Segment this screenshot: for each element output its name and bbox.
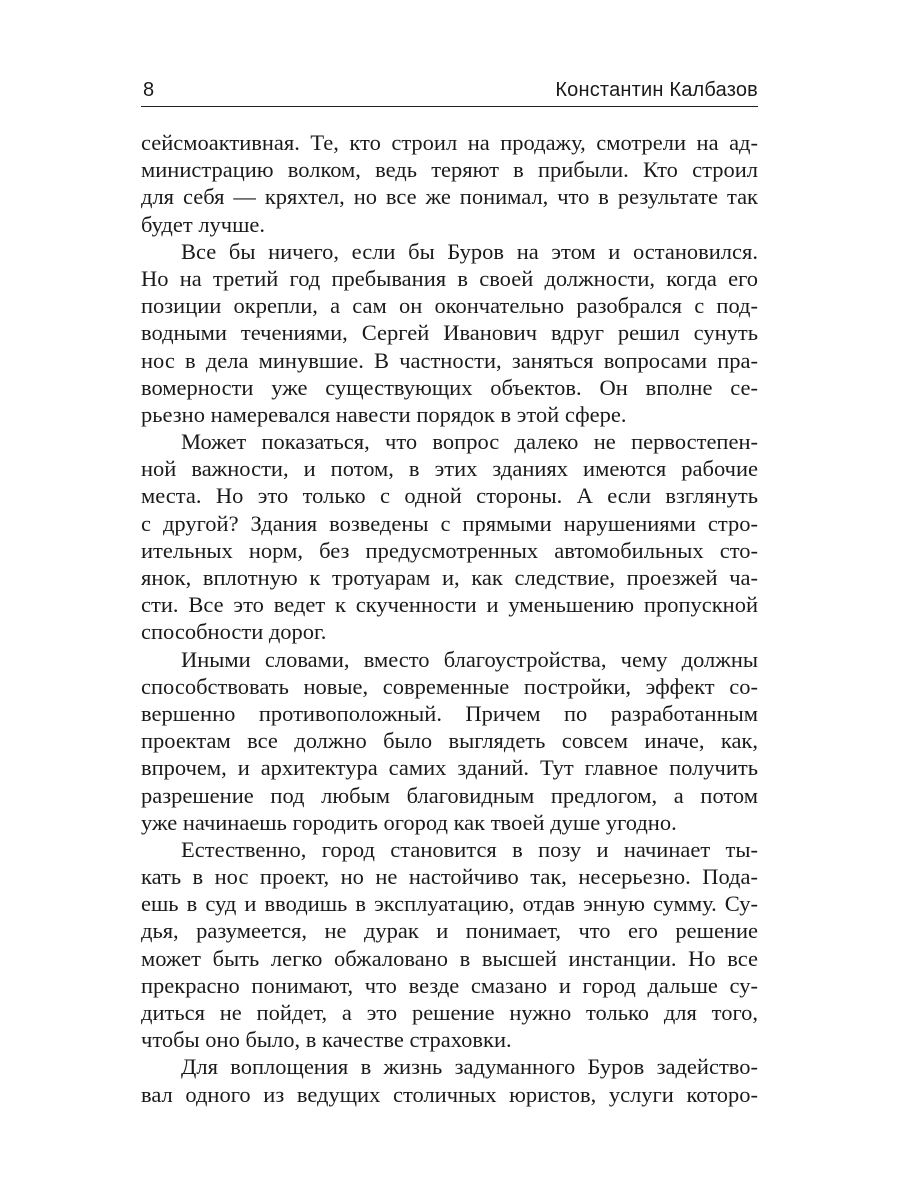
- text-line: способности дорог.: [141, 619, 327, 645]
- text-line: дья, разумеется, не дурак и понимает, что его решение: [141, 918, 758, 944]
- text-line: будет лучше.: [141, 211, 266, 237]
- text-line: места. Но это только с одной стороны. А если взглянуть: [141, 483, 758, 509]
- paragraph: [141, 836, 758, 1054]
- text-line: проектам все должно было выглядеть совсем иначе, как,: [141, 728, 758, 754]
- text-line: Но на третий год пребывания в своей должности, когда его: [141, 265, 758, 291]
- text-line: диться не пойдет, а это решение нужно только для того,: [141, 1000, 758, 1025]
- text-line: вершенно противоположный. Причем по разработанным: [141, 700, 758, 726]
- text-line: способствовать новые, современные постройки, эффект со-: [141, 673, 758, 699]
- paragraph: [141, 428, 758, 646]
- page-number: 8: [143, 79, 155, 101]
- text-line: ной важности, и потом, в этих зданиях имеются рабочие: [141, 456, 758, 482]
- text-line: Иными словами, вместо благоустройства, чему должны: [181, 646, 758, 672]
- text-line: вомерности уже существующих объектов. Он вполне се-: [141, 374, 758, 400]
- paragraph: [141, 1053, 758, 1107]
- text-line: Для воплощения в жизнь задуманного Буров задейство-: [181, 1054, 758, 1080]
- text-line: чтобы оно было, в качестве страховки.: [141, 1027, 512, 1053]
- running-header: [141, 74, 758, 107]
- paragraph: [141, 129, 758, 238]
- text-line: водными течениями, Сергей Иванович вдруг решил сунуть: [141, 320, 758, 346]
- text-line: Естественно, город становится в позу и начинает ты-: [181, 836, 758, 862]
- text-line: прекрасно понимают, что везде смазано и город дальше су-: [141, 972, 758, 998]
- text-line: министрацию волком, ведь теряют в прибыли. Кто строил: [141, 157, 758, 183]
- text-line: разрешение под любым благовидным предлогом, а потом: [141, 782, 758, 808]
- text-line: для себя — кряхтел, но все же понимал, что в результате так: [141, 184, 758, 210]
- text-line: ешь в суд и вводишь в эксплуатацию, отдав энную сумму. Су-: [141, 891, 758, 917]
- text-line: уже начинаешь городить огород как твоей душе угодно.: [141, 809, 677, 835]
- text-line: янок, вплотную к тротуарам и, как следствие, проезжей ча-: [141, 565, 758, 590]
- text-line: впрочем, и архитектура самих зданий. Тут главное получить: [141, 755, 758, 781]
- text-line: позиции окрепли, а сам он окончательно разобрался с под-: [141, 293, 758, 319]
- text-line: нос в дела минувшие. В частности, заняться вопросами пра-: [141, 347, 758, 373]
- text-line: ительных норм, без предусмотренных автомобильных сто-: [141, 537, 758, 563]
- text-line: вал одного из ведущих столичных юристов, услуги которо-: [141, 1081, 758, 1107]
- text-line: кать в нос проект, но не настойчиво так, несерьезно. Пода-: [141, 864, 758, 890]
- text-line: сейсмоактивная. Те, кто строил на продажу, смотрели на ад-: [141, 130, 758, 155]
- text-line: рьезно намеревался навести порядок в этой сфере.: [141, 401, 627, 427]
- text-line: сти. Все это ведет к скученности и уменьшению пропускной: [141, 592, 758, 618]
- text-line: с другой? Здания возведены с прямыми нарушениями стро-: [141, 510, 758, 536]
- paragraph: [141, 646, 758, 836]
- text-line: Может показаться, что вопрос далеко не первостепен-: [181, 429, 758, 455]
- paragraph: [141, 238, 758, 428]
- text-line: Все бы ничего, если бы Буров на этом и остановился.: [181, 238, 758, 264]
- running-head-author: Константин Калбазов: [555, 79, 758, 101]
- body-text: [141, 129, 758, 1108]
- text-line: может быть легко обжаловано в высшей инстанции. Но все: [141, 945, 758, 971]
